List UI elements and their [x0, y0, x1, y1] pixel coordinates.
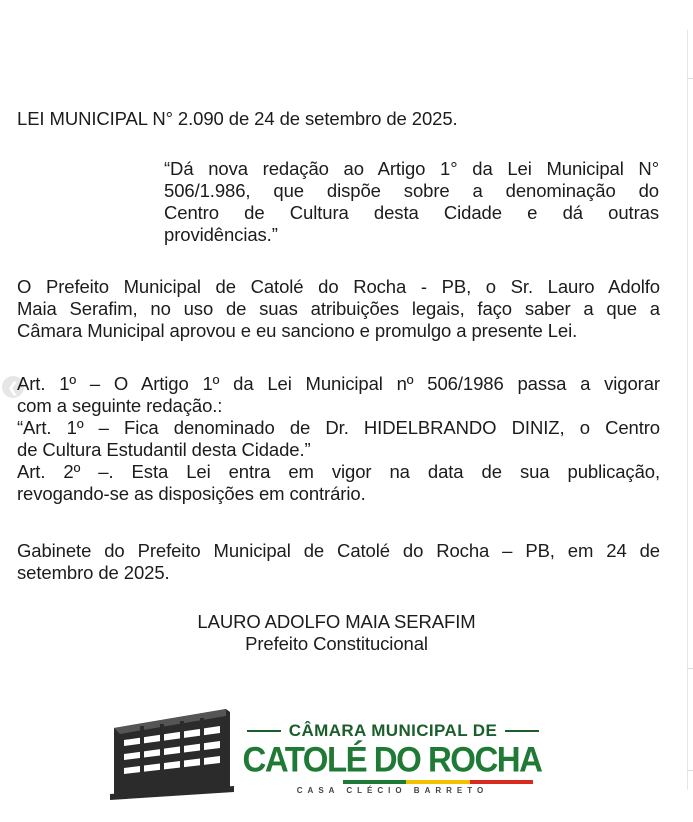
signer-role: Prefeito Constitucional: [245, 633, 428, 654]
preamble-line: Maia Serafim, no uso de suas atribuições legais, faço saber a que a: [17, 298, 660, 319]
signature-block: [0, 611, 673, 655]
stripe-red: [470, 780, 533, 784]
law-title: LEI MUNICIPAL N° 2.090 de 24 de setembro de 2025.: [17, 108, 458, 129]
page-edge-tick: [687, 770, 693, 771]
logo-rule: [505, 730, 539, 732]
logo-rule: [247, 730, 281, 732]
law-preamble: [17, 276, 660, 342]
summary-line: providências.”: [164, 224, 278, 245]
summary-line: 506/1.986, que dispõe sobre a denominação do: [164, 180, 659, 201]
closing-line: setembro de 2025.: [17, 562, 170, 583]
logo-main-text: CATOLÉ DO ROCHA: [242, 739, 542, 780]
chevron-left-icon: ❮: [7, 379, 19, 395]
law-summary: [164, 158, 659, 246]
stripe-yellow: [406, 780, 469, 784]
summary-line: Centro de Cultura desta Cidade e dá outras: [164, 202, 659, 223]
preamble-line: Câmara Municipal aprovou e eu sanciono e promulgo a presente Lei.: [17, 320, 578, 341]
summary-line: “Dá nova redação ao Artigo 1° da Lei Municipal N°: [164, 158, 659, 179]
logo-color-stripe: [343, 780, 533, 784]
building-icon: [110, 706, 240, 801]
page-edge-tick: [687, 78, 693, 79]
article-line: com a seguinte redação.:: [17, 395, 223, 416]
stripe-green: [343, 780, 406, 784]
article-line: revogando-se as disposições em contrário.: [17, 483, 366, 504]
page-edge-line: [687, 30, 688, 790]
law-articles: [17, 373, 660, 505]
page-edge-tick: [687, 668, 693, 669]
article-line: “Art. 1º – Fica denominado de Dr. HIDELBRANDO DINIZ, o Centro: [17, 417, 660, 438]
law-closing: [17, 540, 660, 584]
logo-top-text: CÂMARA MUNICIPAL DE: [288, 721, 498, 740]
preamble-line: O Prefeito Municipal de Catolé do Rocha - PB, o Sr. Lauro Adolfo: [17, 276, 660, 297]
chamber-logo: [110, 706, 550, 806]
article-line: Art. 2º –. Esta Lei entra em vigor na data de sua publicação,: [17, 461, 660, 482]
closing-line: Gabinete do Prefeito Municipal de Catolé do Rocha – PB, em 24 de: [17, 540, 660, 561]
article-line: Art. 1º – O Artigo 1º da Lei Municipal nº 506/1986 passa a vigorar: [17, 373, 660, 394]
logo-sub-text: CASA CLÉCIO BARRETO: [296, 786, 489, 795]
signer-name: LAURO ADOLFO MAIA SERAFIM: [197, 611, 476, 632]
article-line: de Cultura Estudantil desta Cidade.”: [17, 439, 311, 460]
